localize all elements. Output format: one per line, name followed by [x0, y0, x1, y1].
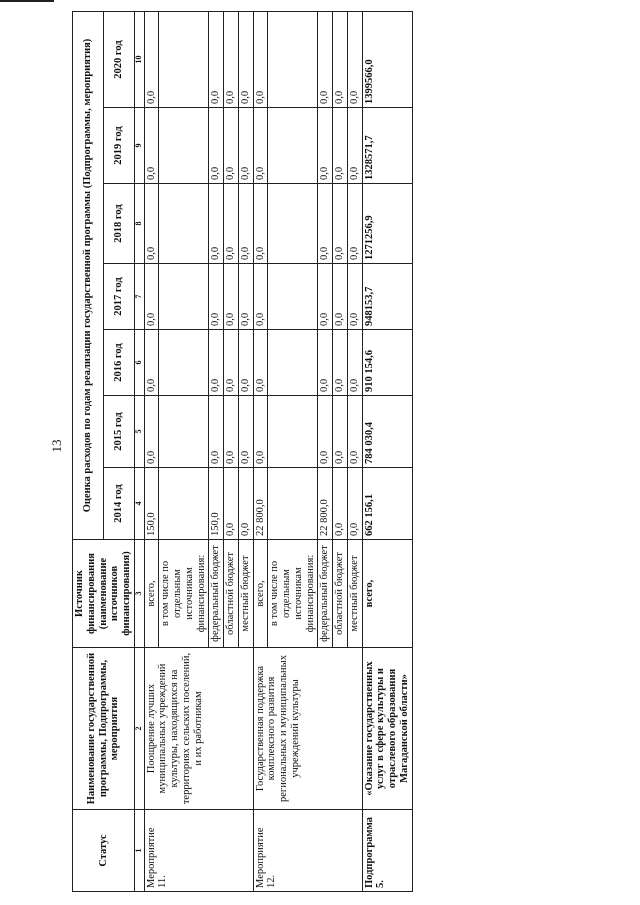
column-index: 8	[134, 184, 144, 264]
row-value	[268, 264, 318, 330]
row-value: 0,0	[224, 468, 239, 540]
row-value: 22 800,0	[318, 468, 333, 540]
row-source: местный бюджет	[238, 540, 253, 648]
rotated-table-container	[72, 12, 632, 892]
column-index: 9	[134, 108, 144, 184]
row-value: 0,0	[333, 264, 348, 330]
row-name: Государственная поддержка комплексного развития региональных и муниципальных учреждений культуры	[253, 648, 362, 810]
row-value: 0,0	[318, 12, 333, 108]
row-value: 0,0	[209, 12, 224, 108]
row-value: 662 156,1	[362, 468, 412, 540]
row-value: 0,0	[333, 468, 348, 540]
row-value: 0,0	[224, 264, 239, 330]
table-row	[144, 12, 159, 892]
row-name: «Оказание государственных услуг в сфере культуры и отраслевого образования Магаданской области»	[362, 648, 412, 810]
row-value: 0,0	[347, 12, 362, 108]
header-year: 2014 год	[103, 468, 134, 540]
row-value	[159, 330, 209, 396]
column-index: 4	[134, 468, 144, 540]
header-year: 2020 год	[103, 12, 134, 108]
header-year: 2017 год	[103, 264, 134, 330]
row-source: местный бюджет	[347, 540, 362, 648]
row-value: 0,0	[224, 396, 239, 468]
row-value: 0,0	[224, 330, 239, 396]
column-index: 7	[134, 264, 144, 330]
header-year: 2015 год	[103, 396, 134, 468]
row-value: 0,0	[333, 396, 348, 468]
row-value: 0,0	[253, 12, 268, 108]
row-value: 0,0	[333, 12, 348, 108]
row-status: Мероприятие 12.	[253, 810, 362, 892]
row-value: 0,0	[238, 468, 253, 540]
row-source: в том числе по отдельным источникам финансирования:	[268, 540, 318, 648]
row-value	[159, 264, 209, 330]
row-value: 910 154,6	[362, 330, 412, 396]
row-value: 0,0	[347, 396, 362, 468]
row-value: 1328571,7	[362, 108, 412, 184]
header-year: 2016 год	[103, 330, 134, 396]
column-index: 2	[134, 648, 144, 810]
row-value	[159, 468, 209, 540]
row-value	[268, 396, 318, 468]
row-value: 0,0	[318, 108, 333, 184]
row-value: 0,0	[347, 184, 362, 264]
column-index: 6	[134, 330, 144, 396]
header-year: 2018 год	[103, 184, 134, 264]
row-value: 0,0	[144, 12, 159, 108]
row-value: 0,0	[253, 184, 268, 264]
row-status: Подпрограмма 5.	[362, 810, 412, 892]
row-value: 1399566,0	[362, 12, 412, 108]
row-value: 0,0	[347, 108, 362, 184]
row-source: федеральный бюджет	[209, 540, 224, 648]
row-source: всего,	[362, 540, 412, 648]
row-value	[268, 12, 318, 108]
table-row	[253, 12, 268, 892]
row-value: 0,0	[238, 184, 253, 264]
column-index: 5	[134, 396, 144, 468]
row-value: 0,0	[144, 330, 159, 396]
row-value	[159, 12, 209, 108]
row-value: 0,0	[238, 396, 253, 468]
row-value: 0,0	[238, 330, 253, 396]
row-value: 0,0	[238, 264, 253, 330]
page-number: 13	[49, 439, 64, 453]
header-status: Статус	[73, 810, 135, 892]
row-value	[159, 184, 209, 264]
row-value: 0,0	[144, 264, 159, 330]
row-value: 0,0	[333, 184, 348, 264]
row-value: 0,0	[224, 12, 239, 108]
row-value	[159, 396, 209, 468]
row-value: 0,0	[333, 330, 348, 396]
row-status: Мероприятие 11.	[144, 810, 253, 892]
row-source: в том числе по отдельным источникам финансирования:	[159, 540, 209, 648]
row-value: 0,0	[144, 184, 159, 264]
row-value: 0,0	[253, 108, 268, 184]
row-value: 0,0	[144, 396, 159, 468]
row-value	[268, 108, 318, 184]
row-value: 0,0	[318, 184, 333, 264]
table-row	[362, 12, 412, 892]
row-value: 0,0	[144, 108, 159, 184]
row-value: 0,0	[209, 330, 224, 396]
header-source: Источник финансирования (наименование источников финансирования)	[73, 540, 135, 648]
row-value	[268, 468, 318, 540]
column-index: 1	[134, 810, 144, 892]
row-name: Поощрение лучших муниципальных учреждений культуры, находящихся на территориях сельских поселений, и их работникам	[144, 648, 253, 810]
header-year: 2019 год	[103, 108, 134, 184]
row-value: 0,0	[347, 468, 362, 540]
row-value: 0,0	[318, 396, 333, 468]
row-value: 150,0	[144, 468, 159, 540]
row-value: 0,0	[253, 330, 268, 396]
row-value: 948153,7	[362, 264, 412, 330]
row-source: областной бюджет	[224, 540, 239, 648]
row-source: всего,	[253, 540, 268, 648]
column-index: 3	[134, 540, 144, 648]
top-rule	[0, 0, 54, 2]
row-value: 0,0	[253, 396, 268, 468]
row-source: федеральный бюджет	[318, 540, 333, 648]
row-value: 0,0	[238, 108, 253, 184]
row-value: 0,0	[347, 330, 362, 396]
row-value: 0,0	[333, 108, 348, 184]
row-value: 0,0	[347, 264, 362, 330]
row-value: 0,0	[318, 264, 333, 330]
row-value: 0,0	[253, 264, 268, 330]
row-value: 0,0	[209, 264, 224, 330]
row-value	[268, 184, 318, 264]
expenditure-table	[72, 11, 413, 892]
row-value: 0,0	[209, 108, 224, 184]
row-value	[159, 108, 209, 184]
row-value: 1271256,9	[362, 184, 412, 264]
row-value: 0,0	[209, 396, 224, 468]
row-value	[268, 330, 318, 396]
header-estimate: Оценка расходов по годам реализации государственной программы (Подпрограммы, мероприятия)	[73, 12, 104, 540]
row-value: 0,0	[224, 184, 239, 264]
header-name: Наименование государственной программы, Подпрограммы, мероприятия	[73, 648, 135, 810]
row-value: 0,0	[224, 108, 239, 184]
row-source: всего,	[144, 540, 159, 648]
column-index: 10	[134, 12, 144, 108]
row-value: 784 030,4	[362, 396, 412, 468]
row-source: областной бюджет	[333, 540, 348, 648]
row-value: 22 800,0	[253, 468, 268, 540]
table-body	[144, 12, 412, 892]
row-value: 0,0	[318, 330, 333, 396]
row-value: 150,0	[209, 468, 224, 540]
row-value: 0,0	[238, 12, 253, 108]
row-value: 0,0	[209, 184, 224, 264]
